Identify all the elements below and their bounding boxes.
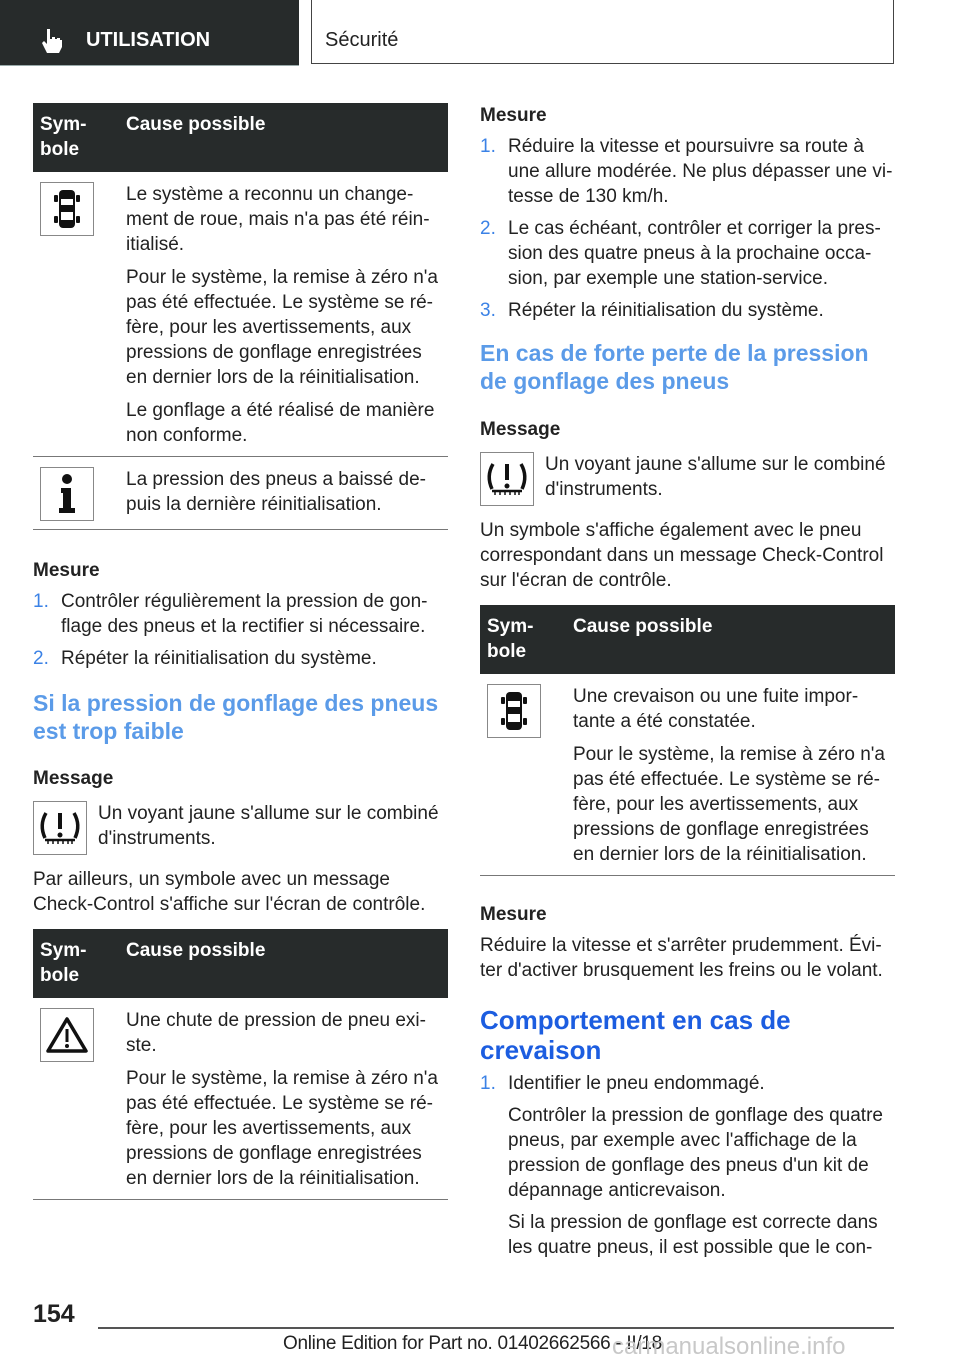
section-tab [0, 0, 299, 66]
cause-paragraph: Le système a reconnu un change-ment de roue, mais n'a pas été réin-itialisé. [126, 184, 430, 255]
message-title: Message [33, 768, 114, 789]
step-number: 1. [33, 591, 49, 612]
section-heading: En cas de forte perte de la pression de gonflage des pneus [480, 340, 869, 394]
cause-text [126, 1008, 448, 1191]
step-text: Contrôler régulièrement la pression de gon-flage des pneus et la rectifier si nécessaire. [61, 591, 428, 637]
tire-pressure-warning-icon [33, 801, 87, 855]
step-text: Répéter la réinitialisation du système. [61, 648, 377, 669]
symbol-cause-table-3 [480, 605, 895, 876]
message-row [33, 801, 448, 855]
mesure-title: Mesure [480, 904, 547, 925]
cause-paragraph: Pour le système, la remise à zéro n'a pas été effectuée. Le système se ré-fère, pour les avertissements, aux pressions de gonflage enregistrées en dernier lors de la réinitialisation. [126, 1068, 438, 1189]
header-symbol: Sym- bole [487, 616, 534, 662]
mesure-title: Mesure [480, 105, 547, 126]
warning-triangle-icon [40, 1008, 94, 1062]
cause-paragraph: Une crevaison ou une fuite impor-tante a été constatée. [573, 686, 859, 732]
cause-paragraph: Une chute de pression de pneu exi-ste. [126, 1010, 426, 1056]
step-number: 3. [480, 300, 496, 321]
strong-loss-section [480, 339, 895, 593]
header-cause: Cause possible [126, 114, 266, 135]
cause-paragraph: Pour le système, la remise à zéro n'a pas été effectuée. Le système se ré-fère, pour les avertissements, aux pressions de gonflage enregistrées en dernier lors de la réinitialisation. [573, 744, 885, 865]
header-symbol: Sym- bole [40, 114, 87, 160]
step-number: 1. [480, 136, 496, 157]
chapter-label: Sécurité [325, 29, 399, 51]
list-item [480, 298, 895, 323]
car-tire-positions-icon [40, 182, 94, 236]
message-note: Par ailleurs, un symbole avec un message Check-Control s'affiche sur l'écran de contrôle. [33, 869, 426, 915]
chapter-tab [311, 0, 894, 64]
step-paragraph: Si la pression de gonflage est correcte dans les quatre pneus, il est possible que le con- [508, 1212, 878, 1258]
step-text [508, 1071, 895, 1260]
step-number: 2. [480, 218, 496, 239]
car-tire-positions-icon [487, 684, 541, 738]
step-text: Répéter la réinitialisation du système. [508, 300, 824, 321]
cause-text [126, 182, 448, 448]
cause-paragraph: Pour le système, la remise à zéro n'a pas été effectuée. Le système se ré-fère, pour les avertissements, aux pressions de gonflage enregistrées en dernier lors de la réinitialisation. [126, 267, 438, 388]
step-text: Réduire la vitesse et poursuivre sa route à une allure modérée. Ne plus dépasser une vi-tesse de 130 km/h. [508, 136, 893, 207]
mesure-text: Réduire la vitesse et s'arrêter prudemment. Évi-ter d'activer brusquement les freins ou le volant. [480, 935, 883, 981]
tire-pressure-warning-icon [480, 452, 534, 506]
header-cause: Cause possible [126, 940, 266, 961]
low-pressure-section [33, 689, 448, 917]
header-cause: Cause possible [573, 616, 713, 637]
table-row [480, 674, 895, 876]
table-header [33, 929, 448, 998]
mesure-steps [480, 134, 895, 323]
footer-divider [98, 1327, 894, 1329]
section-label: UTILISATION [86, 29, 211, 51]
table-row [33, 457, 448, 530]
header-symbol: Sym- bole [40, 940, 87, 986]
step-number: 2. [33, 648, 49, 669]
symbol-cause-table-1 [33, 103, 448, 530]
cause-paragraph: Le gonflage a été réalisé de manière non conforme. [126, 400, 435, 446]
table-header [480, 605, 895, 674]
table-header [33, 103, 448, 172]
section-heading: Si la pression de gonflage des pneus est trop faible [33, 690, 439, 744]
message-row [480, 452, 895, 506]
list-item [480, 134, 895, 209]
cause-paragraph: La pression des pneus a baissé de-puis la dernière réinitialisation. [126, 469, 426, 515]
message-note: Un symbole s'affiche également avec le pneu correspondant dans un message Check-Control sur l'écran de contrôle. [480, 520, 884, 591]
list-item [480, 216, 895, 291]
list-item [33, 589, 448, 639]
mesure-block-3 [480, 902, 895, 983]
puncture-section [480, 1005, 895, 1260]
page-number: 154 [33, 1300, 75, 1328]
mesure-block-2 [480, 103, 895, 323]
edition-text: Online Edition for Part no. 01402662566 - II/18 [283, 1333, 662, 1354]
table-row [33, 172, 448, 457]
mesure-block-1 [33, 558, 448, 671]
pointing-hand-icon [40, 28, 64, 54]
cause-text [126, 467, 448, 521]
message-title: Message [480, 419, 561, 440]
symbol-cause-table-2 [33, 929, 448, 1200]
step-paragraph: Contrôler la pression de gonflage des quatre pneus, par exemple avec l'affichage de la pression de gonflage des pneus d'un kit de dépannage anticrevaison. [508, 1105, 883, 1201]
left-column [33, 103, 448, 1200]
mesure-title: Mesure [33, 560, 100, 581]
info-icon [40, 467, 94, 521]
cause-text [573, 684, 895, 867]
step-text: Le cas échéant, contrôler et corriger la pres-sion des quatre pneus à la prochaine occa-sion, par exemple une station-service. [508, 218, 881, 289]
right-column [480, 103, 895, 1267]
section-heading: Comportement en cas de crevaison [480, 1005, 791, 1065]
table-row [33, 998, 448, 1200]
puncture-steps [480, 1071, 895, 1260]
message-text: Un voyant jaune s'allume sur le combiné d'instruments. [98, 803, 439, 849]
step-number: 1. [480, 1073, 496, 1094]
mesure-steps [33, 589, 448, 671]
message-text: Un voyant jaune s'allume sur le combiné d'instruments. [545, 454, 886, 500]
watermark: carmanualsonline.info [612, 1333, 846, 1360]
step-paragraph: Identifier le pneu endommagé. [508, 1073, 765, 1094]
list-item [33, 646, 448, 671]
list-item [480, 1071, 895, 1260]
